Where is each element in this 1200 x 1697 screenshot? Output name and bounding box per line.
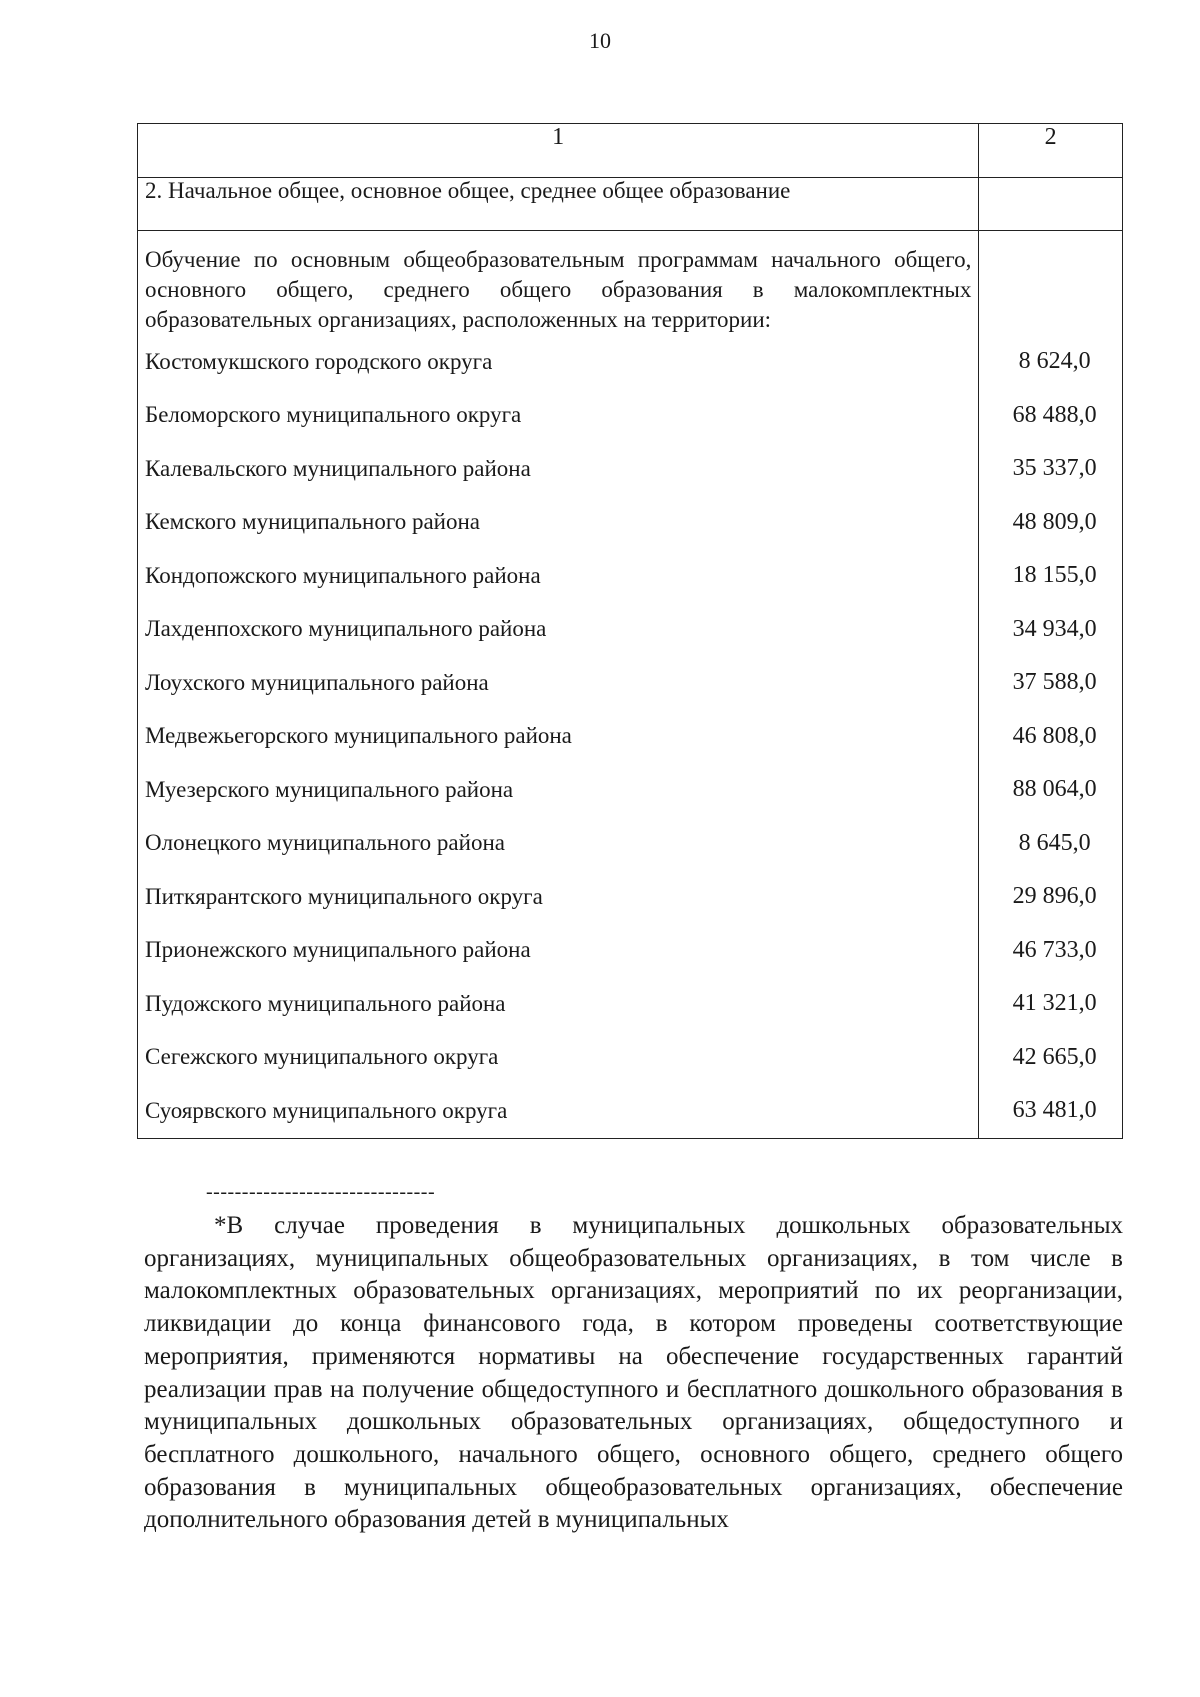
values-cell bbox=[979, 231, 1123, 1139]
district-label: Пудожского муниципального района bbox=[145, 990, 506, 1016]
district-value: 34 934,0 bbox=[1012, 615, 1097, 642]
district-label: Кемского муниципального района bbox=[145, 509, 480, 535]
district-label: Лахденпохского муниципального района bbox=[145, 616, 547, 642]
district-value: 46 808,0 bbox=[1012, 722, 1097, 749]
district-value: 46 733,0 bbox=[1012, 936, 1097, 963]
district-label: Кондопожского муниципального района bbox=[145, 562, 541, 588]
district-value: 8 645,0 bbox=[1018, 829, 1091, 856]
section-title: 2. Начальное общее, основное общее, среднее общее образование bbox=[145, 178, 791, 203]
section-title-cell bbox=[138, 178, 979, 231]
district-value: 88 064,0 bbox=[1012, 776, 1097, 803]
district-value: 29 896,0 bbox=[1012, 883, 1097, 910]
labels-list bbox=[138, 335, 978, 1138]
district-label: Питкярантского муниципального округа bbox=[145, 883, 543, 909]
district-label: Лоухского муниципального района bbox=[145, 669, 489, 695]
footnote-text: *В случае проведения в муниципальных дошкольных образовательных организациях, муниципальных общеобразовательных организациях, в том числе в малокомплектных образовательных организациях, мероприятий по их реорганизации, ликвидации до конца финансового года, в котором проведены соответствующие мероприятия, применяются нормативы на обеспечение государственных гарантий реализации прав на получение общедоступного и бесплатного дошкольного образования в муниципальных дошкольных образовательных организациях, общедоступного и бесплатного дошкольного, начального общего, основного общего, среднего общего образования в муниципальных общеобразовательных организациях, обеспечение дополнительного образования детей в муниципальных bbox=[144, 1212, 1123, 1534]
footnote-separator: -------------------------------- bbox=[206, 1181, 436, 1203]
district-value: 18 155,0 bbox=[1012, 562, 1097, 589]
district-label: Прионежского муниципального района bbox=[145, 937, 531, 963]
header-col-1: 1 bbox=[138, 124, 979, 178]
intro-text: Обучение по основным общеобразовательным программам начального общего, основного общего, среднего общего образования в малокомплектных образовательных организациях, расположенных на территории: bbox=[145, 247, 972, 332]
district-value: 68 488,0 bbox=[1012, 401, 1097, 428]
body-row bbox=[138, 231, 1123, 1139]
district-label: Медвежьегорского муниципального района bbox=[145, 723, 572, 749]
district-value: 8 624,0 bbox=[1018, 348, 1091, 375]
section-row bbox=[138, 178, 1123, 231]
labels-cell bbox=[138, 231, 979, 1139]
district-value: 41 321,0 bbox=[1012, 990, 1097, 1017]
section-empty-cell bbox=[979, 178, 1123, 231]
district-value: 37 588,0 bbox=[1012, 669, 1097, 696]
values-list bbox=[979, 335, 1122, 1138]
district-label: Сегежского муниципального округа bbox=[145, 1044, 499, 1070]
district-label: Беломорского муниципального округа bbox=[145, 402, 522, 428]
values-spacer bbox=[979, 231, 1122, 335]
page-number: 10 bbox=[589, 28, 611, 53]
district-label: Суоярвского муниципального округа bbox=[145, 1097, 508, 1123]
district-label: Калевальского муниципального района bbox=[145, 455, 531, 481]
district-label: Муезерского муниципального района bbox=[145, 776, 514, 802]
district-label: Костомукшского городского округа bbox=[145, 348, 493, 374]
district-value: 48 809,0 bbox=[1012, 508, 1097, 535]
district-value: 63 481,0 bbox=[1012, 1097, 1097, 1124]
district-value: 35 337,0 bbox=[1012, 455, 1097, 482]
district-label: Олонецкого муниципального района bbox=[145, 830, 505, 856]
funding-table bbox=[137, 123, 1123, 1139]
header-col-2: 2 bbox=[979, 124, 1123, 178]
table-header-row bbox=[138, 124, 1123, 178]
district-value: 42 665,0 bbox=[1012, 1043, 1097, 1070]
